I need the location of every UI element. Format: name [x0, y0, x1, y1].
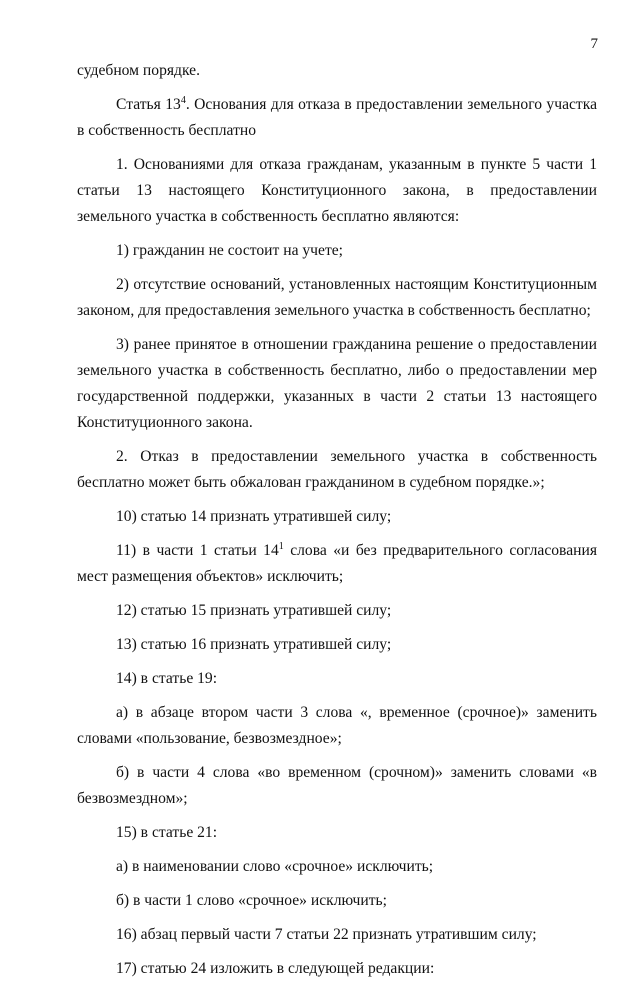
page-number: 7	[590, 36, 598, 52]
paragraph-item-1: 1) гражданин не состоит на учете;	[116, 242, 344, 259]
paragraph-amendment-15: 15) в статье 21:	[116, 824, 218, 841]
paragraph-clause-2: 2. Отказ в предоставлении земельного участка в собственность бесплатно может быть обжалован гражданином в судебном порядке.»;	[77, 448, 597, 491]
paragraph-amendment-11	[77, 538, 597, 590]
paragraph-amendment-10: 10) статью 14 признать утратившей силу;	[116, 508, 392, 525]
paragraph-amendment-14b: б) в части 4 слова «во временном (срочном)» заменить словами «в безвозмездном»;	[77, 764, 597, 807]
document-body	[77, 58, 597, 982]
article-heading-text: Статья 13	[116, 96, 181, 113]
article-heading-title: . Основания для отказа в предоставлении земельного участка в собственность бесплатно	[77, 96, 597, 139]
paragraph-amendment-17: 17) статью 24 изложить в следующей редакции:	[116, 960, 435, 977]
paragraph-continuation: судебном порядке.	[77, 62, 200, 79]
paragraph-amendment-14: 14) в статье 19:	[116, 670, 218, 687]
amendment-11-text: 11) в части 1 статьи 14	[116, 542, 279, 559]
amendment-11-superscript: 1	[278, 540, 284, 552]
paragraph-amendment-16: 16) абзац первый части 7 статьи 22 признать утратившим силу;	[116, 926, 537, 943]
paragraph-amendment-15b: б) в части 1 слово «срочное» исключить;	[116, 892, 388, 909]
paragraph-item-3: 3) ранее принятое в отношении гражданина решение о предоставлении земельного участка в собственность бесплатно, либо о предоставлении мер государственной поддержки, указанных в части 2 статьи 13 настоящего Конституционного закона.	[77, 336, 597, 431]
paragraph-amendment-13: 13) статью 16 признать утратившей силу;	[116, 636, 392, 653]
amendment-11-rest: слова «и без предварительного согласования мест размещения объектов» исключить;	[77, 542, 597, 585]
article-heading	[77, 92, 597, 144]
paragraph-amendment-14a: а) в абзаце втором части 3 слова «, временное (срочное)» заменить словами «пользование, безвозмездное»;	[77, 704, 597, 747]
paragraph-amendment-12: 12) статью 15 признать утратившей силу;	[116, 602, 392, 619]
paragraph-amendment-15a: а) в наименовании слово «срочное» исключить;	[116, 858, 434, 875]
paragraph-item-2: 2) отсутствие оснований, установленных настоящим Конституционным законом, для предоставления земельного участка в собственность бесплатно;	[77, 276, 597, 319]
paragraph-clause-1: 1. Основаниями для отказа гражданам, указанным в пункте 5 части 1 статьи 13 настоящего Конституционного закона, в предоставлении земельного участка в собственность бесплатно являются:	[77, 156, 597, 225]
article-heading-superscript: 4	[180, 94, 186, 106]
